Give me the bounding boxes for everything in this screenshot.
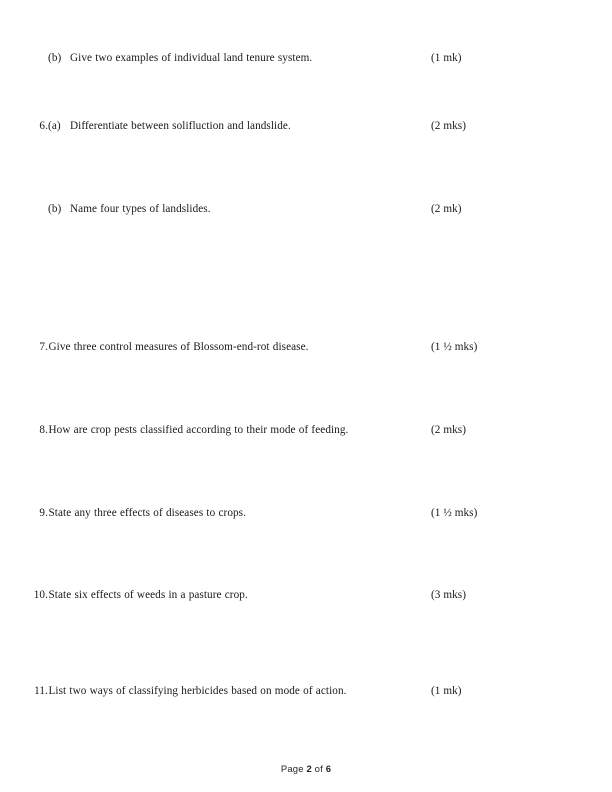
footer-total-pages: 6 — [325, 764, 332, 775]
question-text: List two ways of classifying herbicides based on mode of action. — [48, 685, 347, 697]
question-part-label: (a) — [48, 120, 61, 132]
question-number: 9. — [39, 507, 48, 519]
question-row — [0, 683, 612, 699]
question-marks: (1 ½ mks) — [431, 341, 478, 353]
question-text: Give three control measures of Blossom-end-rot disease. — [48, 341, 309, 353]
question-text: State any three effects of diseases to crops. — [48, 507, 246, 519]
question-row — [0, 118, 612, 134]
question-text: Name four types of landslides. — [70, 203, 211, 215]
question-number: 10. — [33, 589, 48, 601]
question-marks: (1 mk) — [431, 685, 462, 697]
question-row — [0, 505, 612, 521]
question-text: State six effects of weeds in a pasture crop. — [48, 589, 248, 601]
question-row — [0, 50, 612, 66]
question-marks: (2 mk) — [431, 203, 462, 215]
question-number: 8. — [39, 424, 48, 436]
question-part-label: (b) — [48, 52, 62, 64]
footer-current-page: 2 — [306, 764, 312, 775]
question-number: 6. — [39, 120, 48, 132]
footer-prefix: Page — [280, 764, 304, 775]
question-marks: (2 mks) — [431, 424, 467, 436]
question-marks: (3 mks) — [431, 589, 467, 601]
question-text: Give two examples of individual land tenure system. — [70, 52, 313, 64]
question-part-label: (b) — [48, 203, 62, 215]
question-row — [0, 587, 612, 603]
question-marks: (2 mks) — [431, 120, 467, 132]
question-row — [0, 422, 612, 438]
question-row — [0, 339, 612, 355]
question-row — [0, 201, 612, 217]
footer-separator: of — [314, 764, 323, 775]
question-text: How are crop pests classified according to their mode of feeding. — [48, 424, 349, 436]
question-number: 7. — [39, 341, 48, 353]
question-text: Differentiate between solifluction and landslide. — [70, 120, 291, 132]
question-number: 11. — [34, 685, 48, 697]
page-footer — [0, 764, 612, 775]
question-marks: (1 ½ mks) — [431, 507, 478, 519]
question-marks: (1 mk) — [431, 52, 462, 64]
